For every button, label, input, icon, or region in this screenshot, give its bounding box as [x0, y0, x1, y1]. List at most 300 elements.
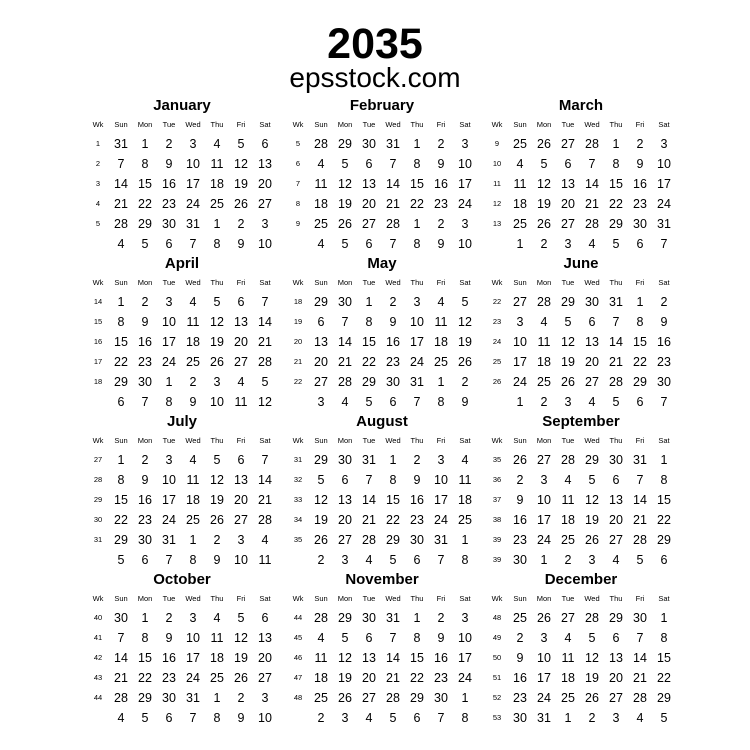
weekday-header: Sat: [259, 594, 271, 603]
week-row: [87, 372, 277, 392]
day-cell: 18: [434, 335, 448, 349]
week-number: 26: [492, 377, 502, 386]
week-row: [87, 154, 277, 174]
day-cell: 11: [537, 335, 551, 349]
day-cell: 27: [234, 355, 248, 369]
week-number: [287, 550, 309, 570]
week-row: [486, 372, 676, 392]
day-cell: 11: [314, 177, 328, 191]
day-cell: 2: [588, 711, 596, 725]
day-cell: 1: [437, 375, 445, 389]
week-number-header: Wk: [491, 120, 503, 129]
day-cell: 27: [609, 691, 623, 705]
weekday-header: Sun: [114, 594, 128, 603]
day-cell: 13: [362, 177, 376, 191]
day-cell: 1: [141, 611, 149, 625]
day-cell: 12: [338, 177, 352, 191]
day-cell: 17: [162, 335, 176, 349]
weekday-header: Sat: [259, 436, 271, 445]
week-row: [87, 174, 277, 194]
day-cell: 17: [434, 493, 448, 507]
day-cell: 8: [660, 631, 668, 645]
day-cell: 4: [540, 315, 548, 329]
weekday-header: Tue: [362, 120, 376, 129]
day-cell: 10: [162, 473, 176, 487]
weekday-header-row: [287, 274, 477, 292]
month-title: November: [345, 571, 419, 588]
weekday-header: Tue: [362, 278, 376, 287]
week-number: 5: [295, 139, 301, 148]
day-cell: 27: [362, 691, 376, 705]
week-number: 35: [492, 455, 502, 464]
day-cell: 9: [389, 315, 397, 329]
weekday-header: Fri: [236, 278, 246, 287]
day-cell: 1: [660, 453, 668, 467]
weekday-header: Fri: [635, 436, 645, 445]
day-cell: 2: [213, 533, 221, 547]
week-number: 29: [93, 495, 103, 504]
month-table: [87, 432, 277, 570]
day-cell: 10: [537, 493, 551, 507]
weekday-header: Tue: [561, 120, 575, 129]
weekday-header: Sun: [314, 436, 328, 445]
day-cell: 29: [314, 295, 328, 309]
day-cell: 11: [434, 315, 448, 329]
day-cell: 4: [365, 711, 373, 725]
day-cell: 19: [210, 335, 224, 349]
day-cell: 8: [365, 315, 373, 329]
week-number: 51: [492, 673, 502, 682]
day-cell: 16: [138, 335, 152, 349]
day-cell: 7: [261, 295, 269, 309]
month-table: [287, 590, 477, 728]
day-cell: 6: [117, 395, 125, 409]
day-cell: 31: [362, 453, 376, 467]
day-cell: 19: [234, 651, 248, 665]
day-cell: 5: [636, 553, 644, 567]
day-cell: 27: [234, 513, 248, 527]
weekday-header: Mon: [137, 278, 153, 287]
weekday-header: Wed: [385, 436, 401, 445]
day-cell: 23: [513, 691, 527, 705]
day-cell: 12: [258, 395, 272, 409]
month-title: September: [542, 413, 620, 430]
day-cell: 1: [461, 691, 469, 705]
day-cell: 26: [210, 513, 224, 527]
month-block-september: [486, 413, 676, 571]
weekday-header: Wed: [584, 594, 600, 603]
day-cell: 26: [234, 197, 248, 211]
day-cell: 1: [636, 295, 644, 309]
day-cell: 26: [561, 375, 575, 389]
day-cell: 7: [189, 711, 197, 725]
day-cell: 26: [210, 355, 224, 369]
day-cell: 11: [186, 473, 200, 487]
week-row: [287, 628, 477, 648]
week-row: [287, 292, 477, 312]
day-cell: 28: [537, 295, 551, 309]
month-title: January: [153, 97, 211, 114]
website-label: epsstock.com: [289, 62, 461, 93]
month-table: [486, 116, 676, 254]
week-row: [287, 470, 477, 490]
weekday-header-row: [87, 274, 277, 292]
day-cell: 14: [633, 651, 647, 665]
day-cell: 22: [138, 197, 152, 211]
week-number: 11: [493, 179, 501, 188]
day-cell: 18: [186, 335, 200, 349]
day-cell: 6: [564, 157, 572, 171]
month-block-november: [287, 571, 477, 729]
day-cell: 9: [189, 395, 197, 409]
week-row: [287, 214, 477, 234]
day-cell: 30: [633, 217, 647, 231]
day-cell: 27: [258, 671, 272, 685]
day-cell: 23: [410, 513, 424, 527]
day-cell: 16: [162, 651, 176, 665]
weekday-header-row: [287, 432, 477, 450]
day-cell: 9: [165, 157, 173, 171]
day-cell: 31: [186, 217, 200, 231]
weekday-header: Mon: [536, 120, 552, 129]
day-cell: 16: [513, 513, 527, 527]
week-number: 9: [494, 139, 500, 148]
day-cell: 3: [516, 315, 524, 329]
day-cell: 28: [258, 513, 272, 527]
day-cell: 5: [365, 395, 373, 409]
day-cell: 9: [413, 473, 421, 487]
day-cell: 2: [141, 453, 149, 467]
day-cell: 26: [314, 533, 328, 547]
week-number: 46: [293, 653, 303, 662]
day-cell: 31: [386, 611, 400, 625]
day-cell: 26: [585, 533, 599, 547]
day-cell: 3: [317, 395, 325, 409]
weekday-header-row: [486, 590, 676, 608]
day-cell: 13: [258, 631, 272, 645]
day-cell: 8: [660, 473, 668, 487]
day-cell: 16: [633, 177, 647, 191]
day-cell: 21: [609, 355, 623, 369]
month-table: [287, 432, 477, 570]
weekday-header: Sat: [459, 436, 471, 445]
week-row: [87, 234, 277, 254]
day-cell: 15: [386, 493, 400, 507]
day-cell: 27: [258, 197, 272, 211]
week-number: 20: [293, 337, 303, 346]
weekday-header: Wed: [385, 120, 401, 129]
day-cell: 2: [564, 553, 572, 567]
day-cell: 5: [237, 137, 245, 151]
week-number: 32: [293, 475, 303, 484]
day-cell: 31: [537, 711, 551, 725]
day-cell: 14: [386, 177, 400, 191]
week-number: [287, 708, 309, 728]
day-cell: 5: [341, 631, 349, 645]
day-cell: 4: [461, 453, 469, 467]
day-cell: 13: [234, 315, 248, 329]
day-cell: 16: [513, 671, 527, 685]
day-cell: 17: [186, 177, 200, 191]
day-cell: 11: [561, 651, 575, 665]
month-title: March: [558, 97, 604, 114]
day-cell: 14: [114, 651, 128, 665]
week-number: 24: [492, 337, 502, 346]
week-number-header: Wk: [491, 594, 503, 603]
week-number: 37: [492, 495, 502, 504]
day-cell: 7: [636, 631, 644, 645]
day-cell: 19: [338, 671, 352, 685]
day-cell: 8: [461, 553, 469, 567]
weekday-header: Fri: [635, 594, 645, 603]
weekday-header: Fri: [236, 436, 246, 445]
day-cell: 22: [410, 671, 424, 685]
day-cell: 2: [437, 137, 445, 151]
day-cell: 20: [362, 197, 376, 211]
day-cell: 5: [141, 237, 149, 251]
day-cell: 7: [117, 157, 125, 171]
day-cell: 30: [410, 533, 424, 547]
month-title: February: [349, 97, 415, 114]
weekday-header: Sat: [658, 594, 670, 603]
day-cell: 4: [516, 157, 524, 171]
week-number: 43: [93, 673, 103, 682]
day-cell: 25: [513, 137, 527, 151]
day-cell: 28: [585, 217, 599, 231]
day-cell: 10: [186, 157, 200, 171]
day-cell: 30: [434, 691, 448, 705]
day-cell: 12: [585, 651, 599, 665]
week-number-header: Wk: [92, 594, 104, 603]
week-row: [486, 608, 676, 628]
week-number: 50: [492, 653, 502, 662]
day-cell: 13: [338, 493, 352, 507]
day-cell: 2: [540, 395, 548, 409]
day-cell: 7: [389, 157, 397, 171]
week-row: [287, 450, 477, 470]
day-cell: 13: [362, 651, 376, 665]
day-cell: 7: [389, 631, 397, 645]
day-cell: 1: [365, 295, 373, 309]
week-number: 44: [293, 613, 303, 622]
day-cell: 21: [258, 335, 272, 349]
day-cell: 1: [389, 453, 397, 467]
week-row: [87, 510, 277, 530]
month-table: [486, 432, 676, 570]
weekday-header-row: [287, 590, 477, 608]
day-cell: 31: [410, 375, 424, 389]
day-cell: 26: [585, 691, 599, 705]
day-cell: 9: [165, 631, 173, 645]
week-number: 8: [295, 199, 301, 208]
day-cell: 18: [458, 493, 472, 507]
week-row: [486, 392, 676, 412]
day-cell: 22: [114, 513, 128, 527]
day-cell: 9: [660, 315, 668, 329]
day-cell: 24: [458, 671, 472, 685]
day-cell: 25: [210, 197, 224, 211]
day-cell: 19: [234, 177, 248, 191]
day-cell: 5: [317, 473, 325, 487]
day-cell: 10: [458, 157, 472, 171]
day-cell: 10: [657, 157, 671, 171]
day-cell: 23: [434, 197, 448, 211]
week-row: [87, 352, 277, 372]
day-cell: 13: [609, 493, 623, 507]
weekday-header: Sat: [259, 278, 271, 287]
weekday-header: Sun: [314, 594, 328, 603]
day-cell: 3: [261, 691, 269, 705]
day-cell: 7: [341, 315, 349, 329]
week-row: [486, 332, 676, 352]
day-cell: 19: [561, 355, 575, 369]
week-number: 18: [293, 297, 303, 306]
day-cell: 15: [114, 493, 128, 507]
week-row: [486, 550, 676, 570]
day-cell: 30: [585, 295, 599, 309]
weekday-header: Fri: [436, 594, 446, 603]
weekday-header: Fri: [635, 120, 645, 129]
week-number: 23: [492, 317, 502, 326]
day-cell: 2: [437, 611, 445, 625]
day-cell: 6: [261, 137, 269, 151]
day-cell: 2: [516, 631, 524, 645]
day-cell: 1: [213, 691, 221, 705]
day-cell: 23: [162, 197, 176, 211]
day-cell: 9: [516, 651, 524, 665]
day-cell: 19: [210, 493, 224, 507]
day-cell: 9: [461, 395, 469, 409]
day-cell: 5: [540, 157, 548, 171]
day-cell: 23: [657, 355, 671, 369]
day-cell: 29: [314, 453, 328, 467]
weekday-header: Mon: [536, 436, 552, 445]
week-row: [287, 668, 477, 688]
day-cell: 4: [317, 157, 325, 171]
month-block-october: [87, 571, 277, 729]
week-number: 1: [95, 139, 101, 148]
day-cell: 8: [213, 711, 221, 725]
weekday-header: Mon: [337, 436, 353, 445]
day-cell: 4: [189, 453, 197, 467]
day-cell: 17: [537, 513, 551, 527]
day-cell: 3: [189, 137, 197, 151]
day-cell: 8: [437, 395, 445, 409]
day-cell: 15: [410, 177, 424, 191]
day-cell: 24: [186, 197, 200, 211]
week-row: [486, 628, 676, 648]
day-cell: 28: [314, 611, 328, 625]
day-cell: 16: [410, 493, 424, 507]
week-row: [87, 194, 277, 214]
day-cell: 27: [338, 533, 352, 547]
week-number: 38: [492, 515, 502, 524]
month-table: [486, 590, 676, 728]
week-row: [486, 688, 676, 708]
day-cell: 28: [114, 217, 128, 231]
day-cell: 12: [234, 631, 248, 645]
day-cell: 9: [516, 493, 524, 507]
weekday-header: Mon: [137, 436, 153, 445]
day-cell: 5: [237, 611, 245, 625]
week-row: [486, 490, 676, 510]
day-cell: 27: [314, 375, 328, 389]
day-cell: 18: [561, 671, 575, 685]
week-row: [87, 490, 277, 510]
weekday-header: Fri: [236, 120, 246, 129]
day-cell: 5: [117, 553, 125, 567]
day-cell: 10: [186, 631, 200, 645]
day-cell: 14: [258, 315, 272, 329]
day-cell: 14: [258, 473, 272, 487]
day-cell: 2: [437, 217, 445, 231]
week-number: 22: [293, 377, 303, 386]
week-row: [87, 292, 277, 312]
month-table: [287, 116, 477, 254]
day-cell: 28: [362, 533, 376, 547]
day-cell: 25: [314, 691, 328, 705]
week-number: 36: [492, 475, 502, 484]
weekday-header: Thu: [609, 278, 623, 287]
day-cell: 7: [612, 315, 620, 329]
day-cell: 5: [341, 237, 349, 251]
day-cell: 4: [189, 295, 197, 309]
week-number: 33: [293, 495, 303, 504]
day-cell: 7: [636, 473, 644, 487]
day-cell: 27: [561, 137, 575, 151]
day-cell: 19: [585, 513, 599, 527]
day-cell: 2: [461, 375, 469, 389]
week-number: 31: [93, 535, 103, 544]
day-cell: 5: [612, 395, 620, 409]
week-number: 9: [295, 219, 301, 228]
day-cell: 4: [317, 631, 325, 645]
week-number: 10: [492, 159, 502, 168]
day-cell: 23: [138, 513, 152, 527]
day-cell: 3: [564, 395, 572, 409]
week-row: [87, 214, 277, 234]
day-cell: 3: [237, 533, 245, 547]
day-cell: 22: [138, 671, 152, 685]
month-table: [486, 274, 676, 412]
day-cell: 24: [657, 197, 671, 211]
day-cell: 29: [609, 217, 623, 231]
day-cell: 5: [389, 553, 397, 567]
day-cell: 1: [660, 611, 668, 625]
day-cell: 26: [513, 453, 527, 467]
day-cell: 7: [117, 631, 125, 645]
day-cell: 10: [458, 631, 472, 645]
week-number: 49: [492, 633, 502, 642]
weekday-header: Tue: [162, 120, 176, 129]
day-cell: 16: [138, 493, 152, 507]
day-cell: 12: [561, 335, 575, 349]
week-number: 14: [93, 297, 103, 306]
day-cell: 4: [213, 611, 221, 625]
day-cell: 23: [513, 533, 527, 547]
day-cell: 14: [114, 177, 128, 191]
month-table: [87, 116, 277, 254]
day-cell: 7: [660, 237, 668, 251]
day-cell: 5: [564, 315, 572, 329]
day-cell: 20: [585, 355, 599, 369]
day-cell: 6: [165, 711, 173, 725]
day-cell: 8: [413, 237, 421, 251]
day-cell: 24: [458, 197, 472, 211]
day-cell: 18: [186, 493, 200, 507]
day-cell: 29: [561, 295, 575, 309]
week-number: 12: [492, 199, 502, 208]
